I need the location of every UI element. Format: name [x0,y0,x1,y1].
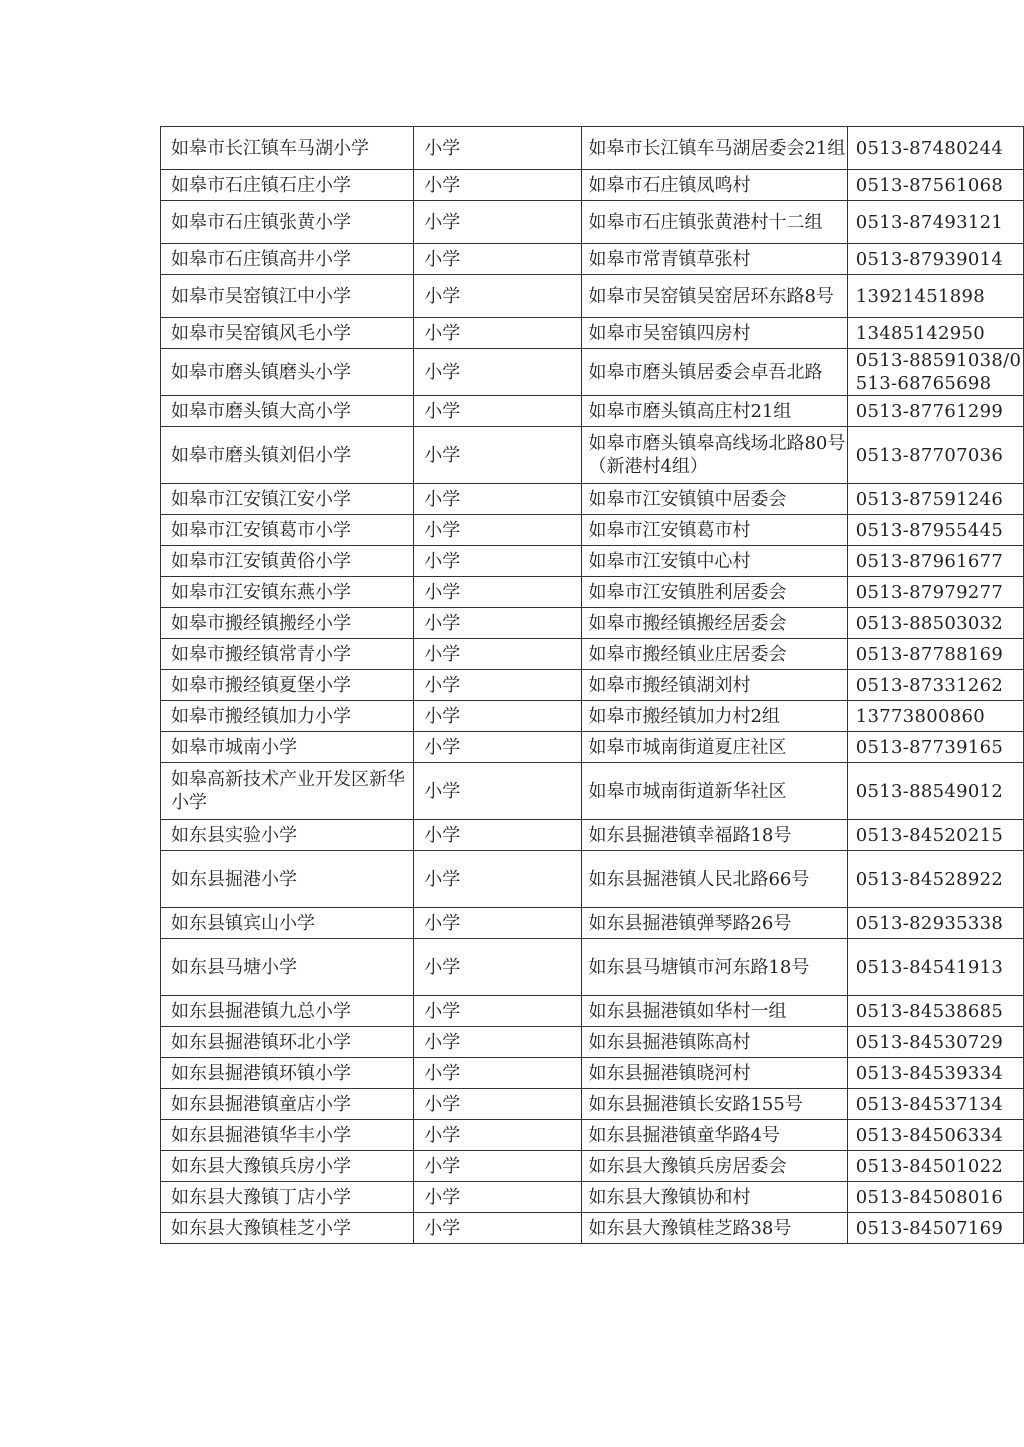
school-type-cell: 小学 [414,201,582,244]
table-row [161,701,1024,732]
school-address-cell: 如皋市搬经镇加力村2组 [582,701,847,732]
table-row [161,201,1024,244]
school-type-cell: 小学 [414,318,582,349]
school-address-cell: 如皋市搬经镇湖刘村 [582,670,847,701]
school-phone-cell: 0513-84507169 [847,1213,1023,1244]
school-address-cell: 如皋市吴窑镇四房村 [582,318,847,349]
school-type-cell: 小学 [414,1089,582,1120]
school-type-cell: 小学 [414,908,582,939]
school-name-cell: 如皋市江安镇东燕小学 [161,577,414,608]
school-table-body [161,127,1024,1244]
school-address-cell: 如皋市江安镇中心村 [582,546,847,577]
school-phone-cell: 0513-87955445 [847,515,1023,546]
school-name-cell: 如皋市长江镇车马湖小学 [161,127,414,170]
school-name-cell: 如皋市石庄镇高井小学 [161,244,414,275]
table-row [161,515,1024,546]
school-address-cell: 如皋市磨头镇高庄村21组 [582,396,847,427]
school-address-cell: 如皋市石庄镇张黄港村十二组 [582,201,847,244]
school-address-cell: 如皋市长江镇车马湖居委会21组 [582,127,847,170]
school-type-cell: 小学 [414,275,582,318]
table-row [161,127,1024,170]
school-address-cell: 如东县马塘镇市河东路18号 [582,939,847,996]
school-phone-cell: 0513-87493121 [847,201,1023,244]
school-type-cell: 小学 [414,127,582,170]
school-name-cell: 如皋市磨头镇磨头小学 [161,349,414,396]
school-name-cell: 如皋市吴窑镇风毛小学 [161,318,414,349]
table-row [161,1089,1024,1120]
school-name-cell: 如东县大豫镇桂芝小学 [161,1213,414,1244]
school-name-cell: 如皋市吴窑镇江中小学 [161,275,414,318]
school-type-cell: 小学 [414,1182,582,1213]
table-row [161,820,1024,851]
school-name-cell: 如东县掘港镇环北小学 [161,1027,414,1058]
school-phone-cell: 0513-87761299 [847,396,1023,427]
table-row [161,639,1024,670]
table-row [161,349,1024,396]
school-type-cell: 小学 [414,1120,582,1151]
table-row [161,732,1024,763]
school-phone-cell: 0513-88503032 [847,608,1023,639]
table-row [161,670,1024,701]
school-phone-cell: 0513-84520215 [847,820,1023,851]
school-type-cell: 小学 [414,427,582,484]
school-phone-cell: 0513-84501022 [847,1151,1023,1182]
school-phone-cell: 0513-84537134 [847,1089,1023,1120]
school-name-cell: 如皋高新技术产业开发区新华小学 [161,763,414,820]
school-name-cell: 如东县实验小学 [161,820,414,851]
school-type-cell: 小学 [414,820,582,851]
school-type-cell: 小学 [414,484,582,515]
school-phone-cell: 0513-84539334 [847,1058,1023,1089]
table-row [161,939,1024,996]
school-name-cell: 如皋市江安镇江安小学 [161,484,414,515]
school-address-cell: 如皋市城南街道夏庄社区 [582,732,847,763]
school-name-cell: 如东县掘港镇童店小学 [161,1089,414,1120]
school-type-cell: 小学 [414,170,582,201]
school-address-cell: 如皋市搬经镇搬经居委会 [582,608,847,639]
table-row [161,1027,1024,1058]
school-phone-cell: 0513-87480244 [847,127,1023,170]
school-phone-cell: 0513-87591246 [847,484,1023,515]
school-type-cell: 小学 [414,396,582,427]
table-row [161,908,1024,939]
school-name-cell: 如皋市磨头镇大高小学 [161,396,414,427]
table-row [161,275,1024,318]
school-phone-cell: 0513-87739165 [847,732,1023,763]
table-row [161,763,1024,820]
table-row [161,170,1024,201]
school-type-cell: 小学 [414,608,582,639]
school-phone-cell: 0513-87979277 [847,577,1023,608]
table-row [161,1120,1024,1151]
school-type-cell: 小学 [414,851,582,908]
school-address-cell: 如东县大豫镇协和村 [582,1182,847,1213]
school-name-cell: 如皋市搬经镇夏堡小学 [161,670,414,701]
school-name-cell: 如东县马塘小学 [161,939,414,996]
table-row [161,318,1024,349]
school-phone-cell: 0513-84528922 [847,851,1023,908]
school-address-cell: 如皋市江安镇胜利居委会 [582,577,847,608]
school-address-cell: 如皋市江安镇葛市村 [582,515,847,546]
school-phone-cell: 0513-88549012 [847,763,1023,820]
school-type-cell: 小学 [414,1027,582,1058]
school-address-cell: 如东县掘港镇幸福路18号 [582,820,847,851]
table-row [161,427,1024,484]
school-phone-cell: 13773800860 [847,701,1023,732]
school-address-cell: 如东县掘港镇童华路4号 [582,1120,847,1151]
school-address-cell: 如皋市磨头镇皋高线场北路80号（新港村4组） [582,427,847,484]
table-row [161,1182,1024,1213]
school-phone-cell: 0513-84541913 [847,939,1023,996]
school-type-cell: 小学 [414,939,582,996]
school-address-cell: 如东县掘港镇晓河村 [582,1058,847,1089]
table-row [161,484,1024,515]
table-row [161,851,1024,908]
table-row [161,1058,1024,1089]
school-name-cell: 如皋市江安镇黄俗小学 [161,546,414,577]
school-address-cell: 如皋市江安镇镇中居委会 [582,484,847,515]
school-phone-cell: 13485142950 [847,318,1023,349]
school-type-cell: 小学 [414,577,582,608]
school-type-cell: 小学 [414,639,582,670]
table-row [161,1151,1024,1182]
school-address-cell: 如东县掘港镇人民北路66号 [582,851,847,908]
school-name-cell: 如皋市搬经镇搬经小学 [161,608,414,639]
school-phone-cell: 0513-87961677 [847,546,1023,577]
table-row [161,1213,1024,1244]
school-phone-cell: 0513-84508016 [847,1182,1023,1213]
school-phone-cell: 0513-87939014 [847,244,1023,275]
table-row [161,608,1024,639]
school-name-cell: 如皋市石庄镇张黄小学 [161,201,414,244]
school-name-cell: 如皋市江安镇葛市小学 [161,515,414,546]
school-name-cell: 如东县掘港镇环镇小学 [161,1058,414,1089]
school-name-cell: 如东县大豫镇丁店小学 [161,1182,414,1213]
school-name-cell: 如皋市磨头镇刘侣小学 [161,427,414,484]
school-type-cell: 小学 [414,701,582,732]
school-address-cell: 如东县大豫镇桂芝路38号 [582,1213,847,1244]
school-name-cell: 如皋市城南小学 [161,732,414,763]
school-address-cell: 如皋市搬经镇业庄居委会 [582,639,847,670]
school-type-cell: 小学 [414,670,582,701]
table-row [161,244,1024,275]
school-type-cell: 小学 [414,244,582,275]
school-address-cell: 如皋市常青镇草张村 [582,244,847,275]
school-address-cell: 如东县掘港镇长安路155号 [582,1089,847,1120]
school-type-cell: 小学 [414,1151,582,1182]
school-name-cell: 如东县镇宾山小学 [161,908,414,939]
school-name-cell: 如皋市搬经镇加力小学 [161,701,414,732]
school-address-cell: 如皋市吴窑镇吴窑居环东路8号 [582,275,847,318]
table-row [161,396,1024,427]
school-address-cell: 如东县掘港镇弹琴路26号 [582,908,847,939]
school-name-cell: 如皋市搬经镇常青小学 [161,639,414,670]
school-address-cell: 如东县掘港镇如华村一组 [582,996,847,1027]
table-row [161,546,1024,577]
school-name-cell: 如东县掘港镇华丰小学 [161,1120,414,1151]
school-type-cell: 小学 [414,546,582,577]
school-type-cell: 小学 [414,515,582,546]
school-phone-cell: 0513-84538685 [847,996,1023,1027]
school-type-cell: 小学 [414,763,582,820]
table-row [161,577,1024,608]
school-name-cell: 如东县大豫镇兵房小学 [161,1151,414,1182]
school-name-cell: 如东县掘港镇九总小学 [161,996,414,1027]
school-phone-cell: 0513-87561068 [847,170,1023,201]
school-phone-cell: 13921451898 [847,275,1023,318]
school-phone-cell: 0513-84530729 [847,1027,1023,1058]
school-type-cell: 小学 [414,349,582,396]
school-type-cell: 小学 [414,1058,582,1089]
school-address-cell: 如皋市磨头镇居委会卓吾北路 [582,349,847,396]
school-phone-cell: 0513-87331262 [847,670,1023,701]
school-address-cell: 如皋市石庄镇凤鸣村 [582,170,847,201]
school-phone-cell: 0513-88591038/0513-68765698 [847,349,1023,396]
school-phone-cell: 0513-82935338 [847,908,1023,939]
school-table [160,126,1024,1244]
school-phone-cell: 0513-87788169 [847,639,1023,670]
school-name-cell: 如东县掘港小学 [161,851,414,908]
school-type-cell: 小学 [414,1213,582,1244]
school-type-cell: 小学 [414,732,582,763]
school-type-cell: 小学 [414,996,582,1027]
school-phone-cell: 0513-84506334 [847,1120,1023,1151]
school-directory-page [160,126,1024,1244]
school-name-cell: 如皋市石庄镇石庄小学 [161,170,414,201]
school-address-cell: 如东县掘港镇陈高村 [582,1027,847,1058]
school-address-cell: 如东县大豫镇兵房居委会 [582,1151,847,1182]
table-row [161,996,1024,1027]
school-phone-cell: 0513-87707036 [847,427,1023,484]
school-address-cell: 如皋市城南街道新华社区 [582,763,847,820]
